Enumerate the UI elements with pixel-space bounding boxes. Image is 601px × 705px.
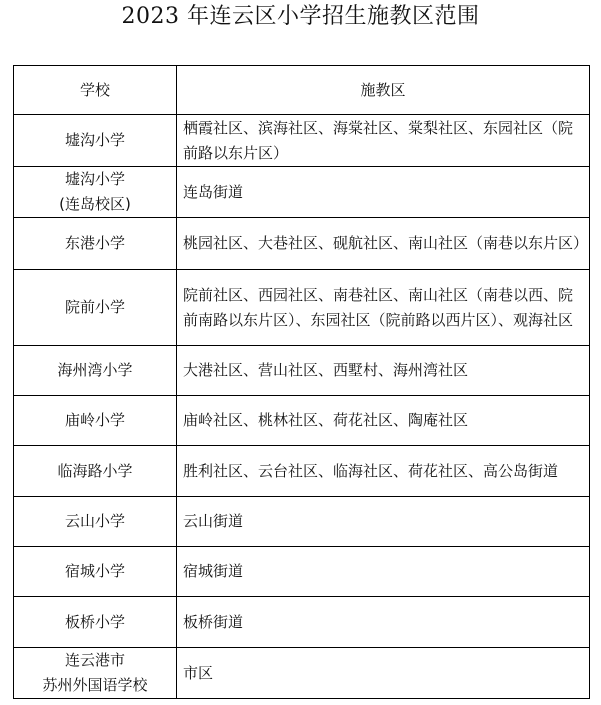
- column-header-school: 学校: [14, 66, 177, 115]
- school-cell: [14, 396, 177, 446]
- page-title: 2023 年连云区小学招生施教区范围: [121, 4, 480, 29]
- table-row: [14, 270, 590, 346]
- area-cell: 庙岭社区、桃林社区、荷花社区、陶庵社区: [177, 396, 590, 446]
- table-row: [14, 115, 590, 167]
- school-name: 海州湾小学: [57, 361, 133, 379]
- school-cell: [14, 115, 177, 167]
- school-name: 宿城小学: [64, 562, 125, 580]
- school-name-line-1: 连云港市: [64, 651, 125, 669]
- school-name: 东港小学: [64, 234, 125, 252]
- area-cell: 栖霞社区、滨海社区、海棠社区、棠梨社区、东园社区（院前路以东片区）: [177, 115, 590, 167]
- area-cell: 桃园社区、大巷社区、砚航社区、南山社区（南巷以东片区）: [177, 218, 590, 270]
- school-name: 板桥小学: [64, 612, 125, 631]
- school-name: 云山小学: [64, 512, 125, 530]
- school-campus: (连岛校区): [59, 195, 131, 213]
- table-row: [14, 648, 590, 699]
- area-cell: 院前社区、西园社区、南巷社区、南山社区（南巷以西、院前南路以东片区）、东园社区（院前路以西片区）、观海社区: [177, 270, 590, 346]
- area-cell: 云山街道: [177, 497, 590, 547]
- table-row: [14, 218, 590, 270]
- area-cell: 市区: [177, 648, 590, 699]
- table-row: [14, 346, 590, 396]
- school-name: 临海路小学: [57, 461, 133, 480]
- school-name-line-2: 苏州外国语学校: [42, 676, 148, 694]
- school-name: 院前小学: [64, 298, 125, 316]
- school-cell: [14, 218, 177, 270]
- area-cell: 胜利社区、云台社区、临海社区、荷花社区、高公岛街道: [177, 446, 590, 497]
- table-header-row: [14, 66, 590, 115]
- school-cell: [14, 597, 177, 648]
- area-cell: 连岛街道: [177, 167, 590, 218]
- school-cell: [14, 346, 177, 396]
- column-header-area: 施教区: [177, 66, 590, 115]
- table-row: [14, 497, 590, 547]
- table-row: [14, 167, 590, 218]
- school-cell: [14, 497, 177, 547]
- enrollment-zone-table: [13, 65, 590, 699]
- school-cell: [14, 547, 177, 597]
- area-cell: 板桥街道: [177, 597, 590, 648]
- school-name: 墟沟小学: [64, 131, 125, 149]
- school-name: 墟沟小学: [64, 170, 125, 188]
- table-row: [14, 446, 590, 497]
- school-cell: [14, 167, 177, 218]
- area-cell: 大港社区、营山社区、西墅村、海州湾社区: [177, 346, 590, 396]
- school-name: 庙岭小学: [64, 411, 125, 429]
- area-cell: 宿城街道: [177, 547, 590, 597]
- school-cell: [14, 648, 177, 699]
- school-cell: [14, 270, 177, 346]
- school-cell: [14, 446, 177, 497]
- table-row: [14, 597, 590, 648]
- table-row: [14, 396, 590, 446]
- table-row: [14, 547, 590, 597]
